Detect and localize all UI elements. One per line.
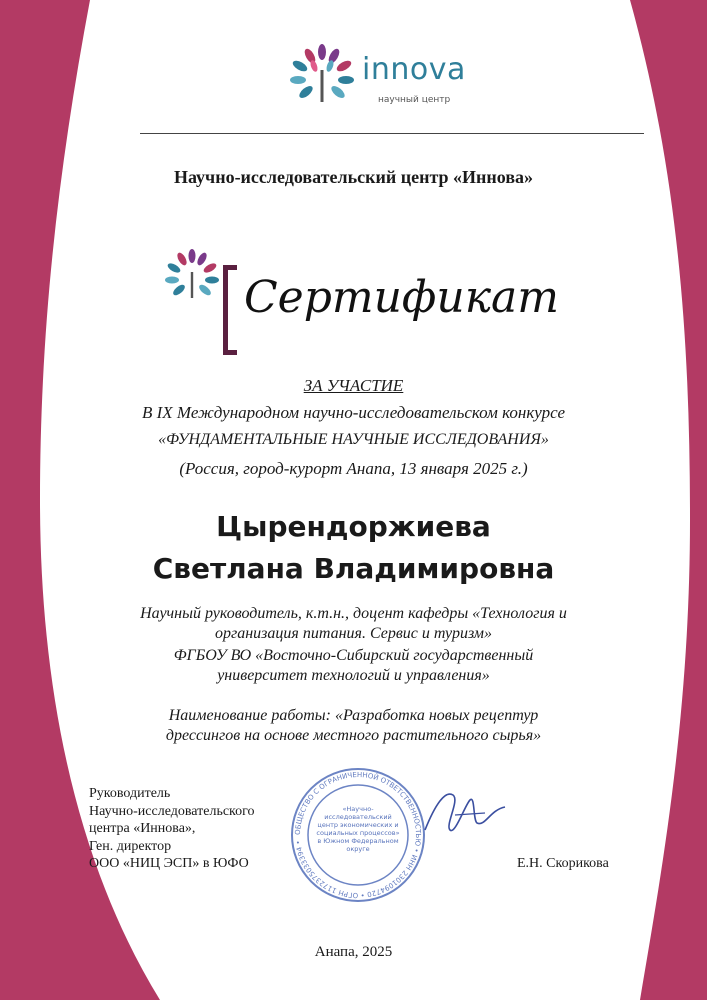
signatory-name: Е.Н. Скорикова <box>517 856 609 871</box>
recipient-info-line: Научный руководитель, к.т.н., доцент кафедры «Технология и <box>140 605 567 622</box>
signatory-role: центра «Иннова», <box>89 821 196 836</box>
recipient-surname: Цырендоржиева <box>216 510 491 543</box>
recipient-info-line: университет технологий и управления» <box>217 667 490 684</box>
handwritten-signature <box>415 785 515 845</box>
official-stamp <box>288 765 428 905</box>
title-bracket <box>223 265 237 355</box>
signatory-role: Ген. директор <box>89 838 172 854</box>
work-title-line: Наименование работы: «Разработка новых рецептур <box>168 707 539 724</box>
tree-flower-icon <box>160 246 224 306</box>
recipient-given-names: Светлана Владимировна <box>152 552 555 585</box>
divider <box>140 133 644 134</box>
work-title-line: дрессингов на основе местного растительного сырья» <box>165 727 542 744</box>
right-band <box>630 0 707 1000</box>
certificate-title: Сертификат <box>244 272 559 323</box>
stamp-outer-text: ОБЩЕСТВО С ОГРАНИЧЕННОЙ ОТВЕТСТВЕННОСТЬЮ • ИНН 2301094720 • ОГРН 1172375033394 • <box>293 770 423 900</box>
contest-name: «ФУНДАМЕНТАЛЬНЫЕ НАУЧНЫЕ ИССЛЕДОВАНИЯ» <box>158 431 549 448</box>
signatory-block <box>89 785 255 873</box>
footer-place-year: Анапа, 2025 <box>314 944 393 960</box>
recipient-info-line: организация питания. Сервис и туризм» <box>214 625 492 642</box>
signatory-role: ООО «НИЦ ЭСП» в ЮФО <box>89 856 249 871</box>
stamp-inner-text: «Научно-исследовательский центр экономических и социальных процессов» в Южном Федеральном округе <box>316 805 400 853</box>
participation-heading: ЗА УЧАСТИЕ <box>303 376 404 395</box>
contest-line: В IX Международном научно-исследовательском конкурсе <box>142 403 565 422</box>
logo-subtitle: научный центр <box>378 95 451 105</box>
signatory-role: Руководитель <box>89 786 171 801</box>
contest-location-date: (Россия, город-курорт Анапа, 13 января 2025 г.) <box>179 459 528 478</box>
logo-wordmark: innova <box>362 52 466 87</box>
recipient-info-line: ФГБОУ ВО «Восточно-Сибирский государственный <box>173 647 534 664</box>
organization-title: Научно-исследовательский центр «Иннова» <box>173 167 534 187</box>
signatory-role: Научно-исследовательского <box>89 803 255 819</box>
